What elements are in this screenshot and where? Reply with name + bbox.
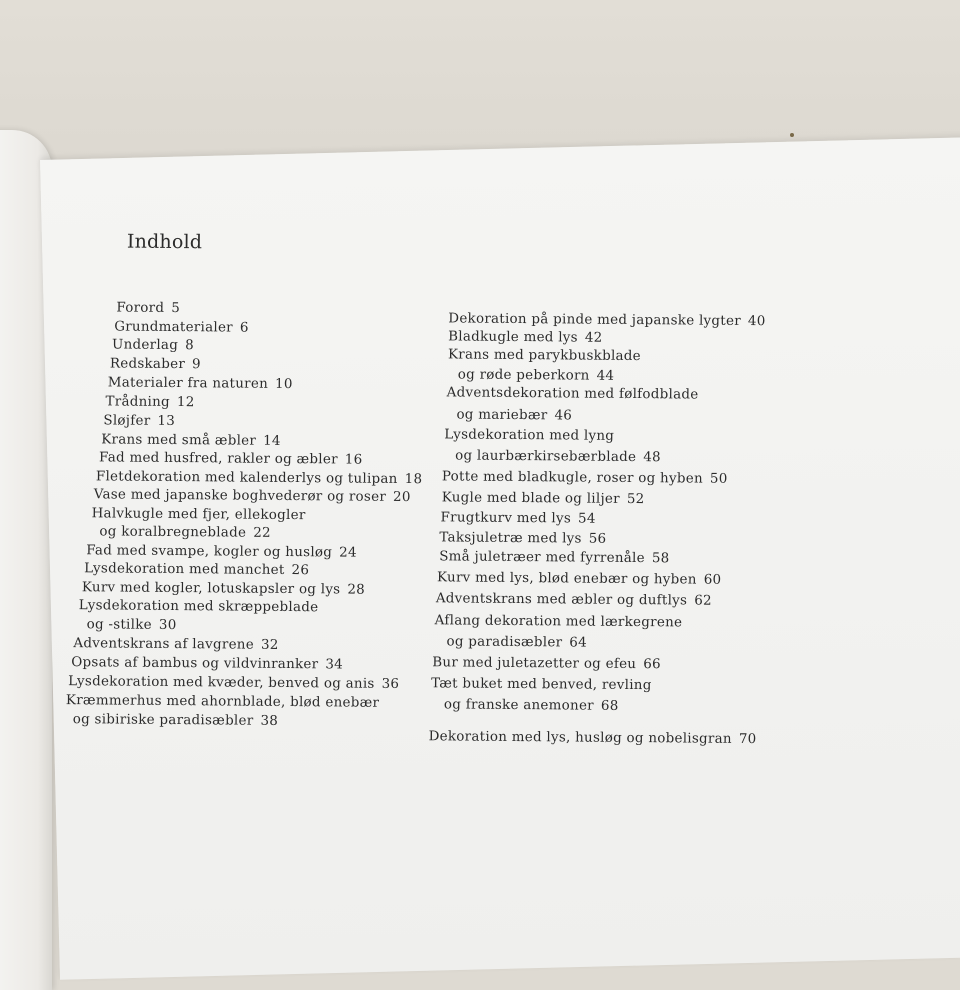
toc-right-entry bbox=[455, 448, 661, 465]
entry-title: Lysdekoration med kvæder, benved og anis bbox=[68, 674, 375, 692]
toc-left-entry bbox=[108, 375, 293, 392]
toc-left-entry bbox=[94, 487, 411, 505]
entry-title: og franske anemoner bbox=[443, 697, 594, 714]
entry-page-number: 24 bbox=[339, 545, 357, 561]
entry-title: Trådning bbox=[105, 394, 171, 410]
toc-right-entry bbox=[456, 407, 572, 423]
entry-title: og mariebær bbox=[456, 407, 548, 424]
toc-right-entry bbox=[442, 490, 645, 507]
toc-left-entry bbox=[66, 693, 379, 711]
entry-page-number: 68 bbox=[600, 698, 619, 714]
entry-page-number: 44 bbox=[596, 368, 615, 384]
entry-page-number: 32 bbox=[260, 637, 279, 653]
entry-title: Halvkugle med fjer, ellekogler bbox=[91, 506, 306, 524]
entry-title: og laurbærkirsebærblade bbox=[455, 448, 637, 466]
toc-left-entry bbox=[112, 337, 194, 353]
entry-page-number: 36 bbox=[381, 676, 400, 692]
entry-page-number: 18 bbox=[404, 472, 423, 488]
toc-right-entry bbox=[447, 385, 699, 402]
entry-title: Frugtkurv med lys bbox=[440, 510, 572, 527]
entry-title: Materialer fra naturen bbox=[107, 375, 269, 392]
toc-column-right bbox=[428, 311, 851, 748]
entry-page-number: 66 bbox=[643, 657, 661, 673]
entry-title: og paradisæbler bbox=[446, 634, 563, 651]
entry-title: Fletdekoration med kalenderlys og tulipan bbox=[95, 469, 398, 487]
entry-title: Dekoration med lys, husløg og nobelisgran bbox=[428, 729, 732, 747]
entry-page-number: 20 bbox=[392, 489, 411, 506]
entry-page-number: 56 bbox=[588, 531, 607, 547]
entry-page-number: 52 bbox=[626, 491, 645, 508]
toc-right-entry bbox=[435, 613, 683, 630]
entry-title: Lysdekoration med skræppeblade bbox=[78, 598, 319, 616]
toc-left-entry bbox=[92, 506, 306, 523]
toc-left-entry bbox=[73, 636, 278, 653]
toc-right-entry bbox=[448, 329, 603, 345]
entry-page-number: 58 bbox=[651, 551, 670, 567]
toc-left-entry bbox=[99, 524, 271, 540]
entry-title: Aflang dekoration med lærkegrene bbox=[434, 613, 683, 631]
entry-page-number: 40 bbox=[747, 314, 766, 330]
toc-right-entry bbox=[432, 655, 661, 672]
entry-page-number: 48 bbox=[643, 450, 661, 466]
entry-title: og koralbregneblade bbox=[99, 524, 247, 541]
entry-title: Fad med husfred, rakler og æbler bbox=[99, 450, 338, 468]
entry-page-number: 13 bbox=[157, 413, 176, 430]
toc-right-entry bbox=[448, 347, 641, 364]
entry-title: Fad med svampe, kogler og husløg bbox=[86, 543, 333, 561]
entry-title: Adventsdekoration med følfodblade bbox=[446, 385, 699, 403]
entry-title: og -stilke bbox=[86, 617, 152, 633]
toc-right-entry bbox=[444, 427, 614, 443]
toc-left-entry bbox=[103, 413, 175, 429]
toc-right-entry bbox=[429, 729, 757, 747]
entry-page-number: 38 bbox=[260, 713, 279, 729]
toc-left-entry bbox=[71, 655, 343, 672]
dust-speck bbox=[790, 133, 794, 137]
entry-title: Kurv med lys, blød enebær og hyben bbox=[436, 570, 697, 588]
entry-page-number: 8 bbox=[185, 338, 195, 354]
entry-title: og røde peberkorn bbox=[457, 367, 590, 384]
toc-left-entry bbox=[99, 450, 363, 467]
toc-column-left bbox=[59, 300, 479, 729]
entry-page-number: 42 bbox=[584, 330, 603, 346]
entry-page-number: 62 bbox=[694, 593, 712, 609]
toc-right-entry bbox=[439, 549, 669, 566]
entry-title: Redskaber bbox=[109, 356, 186, 373]
toc-left-entry bbox=[82, 580, 365, 597]
entry-page-number: 64 bbox=[569, 635, 588, 651]
entry-title: Taksjuletræ med lys bbox=[439, 530, 582, 547]
entry-title: Bur med juletazetter og efeu bbox=[432, 655, 637, 673]
entry-page-number: 28 bbox=[347, 582, 366, 598]
toc-left-entry bbox=[84, 561, 309, 578]
entry-page-number: 30 bbox=[158, 617, 177, 634]
toc-left-entry bbox=[79, 598, 319, 615]
toc-left-entry bbox=[116, 300, 180, 316]
entry-page-number: 60 bbox=[703, 572, 722, 588]
entry-title: Adventskrans med æbler og duftlys bbox=[435, 591, 688, 609]
toc-right-entry bbox=[441, 510, 596, 526]
toc-left-entry bbox=[114, 319, 249, 335]
entry-page-number: 34 bbox=[325, 657, 344, 673]
entry-title: Forord bbox=[116, 300, 165, 316]
entry-title: Lysdekoration med manchet bbox=[84, 561, 285, 578]
toc-right-entry bbox=[448, 311, 765, 329]
entry-page-number: 5 bbox=[171, 300, 181, 317]
entry-title: Lysdekoration med lyng bbox=[444, 427, 615, 444]
toc-left-entry bbox=[101, 432, 281, 449]
toc-left-entry bbox=[86, 543, 357, 560]
entry-page-number: 26 bbox=[291, 563, 310, 579]
toc-right-entry bbox=[439, 530, 606, 546]
entry-title: Underlag bbox=[112, 337, 179, 354]
entry-title: Adventskrans af lavgrene bbox=[73, 636, 255, 653]
toc-right-entry bbox=[436, 591, 712, 608]
entry-title: Sløjfer bbox=[103, 413, 151, 429]
entry-title: Kurv med kogler, lotuskapsler og lys bbox=[81, 580, 341, 598]
entry-title: Opsats af bambus og vildvinranker bbox=[71, 655, 319, 673]
toc-left-entry bbox=[68, 674, 399, 692]
entry-title: Kugle med blade og liljer bbox=[441, 490, 620, 507]
entry-title: og sibiriske paradisæbler bbox=[72, 712, 254, 729]
entry-page-number: 16 bbox=[344, 452, 363, 468]
entry-page-number: 70 bbox=[738, 731, 757, 748]
table-of-contents bbox=[55, 230, 920, 845]
toc-left-entry bbox=[96, 469, 423, 487]
entry-page-number: 6 bbox=[239, 320, 249, 336]
entry-title: Krans med små æbler bbox=[101, 432, 257, 449]
toc-left-entry bbox=[106, 394, 195, 410]
entry-title: Vase med japanske boghvederør og roser bbox=[93, 487, 387, 505]
toc-left-entry bbox=[87, 617, 177, 633]
toc-right-entry bbox=[437, 570, 721, 587]
toc-left-entry bbox=[110, 356, 201, 372]
entry-title: Kræmmerhus med ahornblade, blød enebær bbox=[65, 693, 380, 711]
page-title: Indhold bbox=[126, 230, 203, 254]
entry-title: Grundmaterialer bbox=[114, 319, 233, 336]
toc-right-entry bbox=[431, 676, 652, 693]
entry-page-number: 12 bbox=[176, 395, 195, 411]
entry-page-number: 9 bbox=[191, 357, 201, 373]
toc-right-entry bbox=[442, 469, 728, 486]
entry-page-number: 50 bbox=[709, 471, 728, 487]
entry-title: Bladkugle med lys bbox=[448, 329, 578, 346]
toc-right-entry bbox=[444, 697, 619, 714]
entry-title: Krans med parykbuskblade bbox=[447, 347, 642, 365]
entry-page-number: 22 bbox=[253, 525, 271, 541]
toc-right-entry bbox=[446, 634, 587, 650]
entry-page-number: 10 bbox=[274, 376, 293, 393]
entry-page-number: 14 bbox=[263, 433, 281, 449]
entry-title: Dekoration på pinde med japanske lygter bbox=[448, 311, 742, 329]
toc-right-entry bbox=[458, 367, 615, 383]
entry-page-number: 46 bbox=[554, 408, 573, 424]
entry-page-number: 54 bbox=[578, 511, 596, 527]
entry-title: Små juletræer med fyrrenåle bbox=[439, 549, 645, 567]
entry-title: Tæt buket med benved, revling bbox=[431, 676, 652, 694]
entry-title: Potte med bladkugle, roser og hyben bbox=[441, 469, 703, 487]
toc-left-entry bbox=[73, 712, 278, 729]
